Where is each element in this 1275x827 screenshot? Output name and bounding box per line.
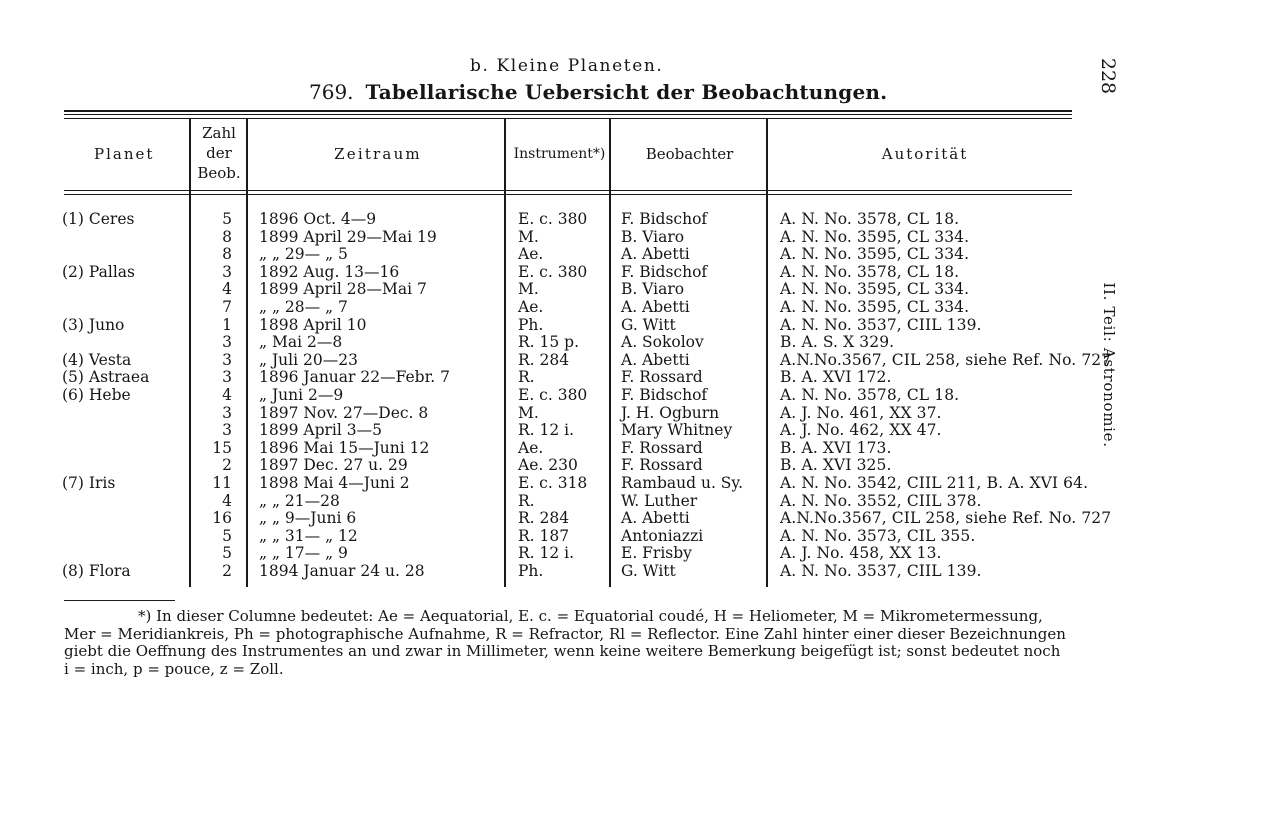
cell-zahl: 8 — [222, 227, 232, 246]
cell-instrument: M. — [518, 403, 539, 422]
header-autoritaet: Autorität — [881, 145, 969, 163]
cell-zahl: 15 — [212, 438, 232, 457]
cell-beobachter: G. Witt — [621, 315, 676, 334]
table-row — [0, 440, 1090, 458]
footnote-line: *) In dieser Columne bedeutet: Ae = Aequatorial, E. c. = Equatorial coudé, H = Heliometer, M = Mikrometermessung, — [138, 607, 1043, 625]
cell-zahl: 3 — [222, 350, 232, 369]
cell-zahl: 11 — [212, 473, 232, 492]
cell-beobachter: E. Frisby — [621, 544, 692, 563]
cell-instrument: R. 15 p. — [518, 333, 580, 352]
cell-zeitraum: 1899 April 29—Mai 19 — [259, 227, 437, 246]
cell-beobachter: A. Abetti — [621, 245, 690, 264]
cell-instrument: E. c. 318 — [518, 473, 588, 492]
cell-instrument: Ph. — [518, 315, 544, 334]
table-row — [0, 493, 1090, 511]
cell-instrument: R. — [518, 491, 535, 510]
page-title — [309, 80, 888, 104]
cell-instrument: Ae. — [518, 297, 544, 316]
cell-zeitraum: 1896 Januar 22—Febr. 7 — [259, 368, 451, 387]
header-zahl — [194, 123, 244, 183]
cell-planet: (8) Flora — [62, 561, 131, 580]
header-zahl-line: Zahl — [202, 124, 236, 142]
cell-autoritaet: A. N. No. 3595, CL 334. — [780, 245, 970, 264]
cell-beobachter: F. Rossard — [621, 368, 703, 387]
cell-zeitraum: „ Mai 2—8 — [259, 333, 343, 352]
cell-beobachter: F. Bidschof — [621, 385, 708, 404]
cell-instrument: Ae. — [518, 245, 544, 264]
cell-instrument: R. 12 i. — [518, 421, 575, 440]
cell-autoritaet: B. A. XVI 172. — [780, 368, 892, 387]
header-bottom-rule-2 — [64, 194, 1072, 195]
cell-zahl: 8 — [222, 245, 232, 264]
cell-beobachter: G. Witt — [621, 561, 676, 580]
cell-zeitraum: 1896 Oct. 4—9 — [259, 210, 377, 228]
table-row — [0, 211, 1090, 229]
cell-autoritaet: A. N. No. 3578, CL 18. — [780, 262, 960, 281]
cell-beobachter: Mary Whitney — [621, 421, 733, 440]
top-double-rule-3 — [64, 118, 1072, 119]
cell-instrument: Ae. 230 — [518, 456, 578, 475]
cell-zahl: 3 — [222, 421, 232, 440]
cell-autoritaet: A. N. No. 3537, CIIL 139. — [780, 561, 982, 580]
cell-zeitraum: 1897 Nov. 27—Dec. 8 — [259, 403, 429, 422]
table-row — [0, 264, 1090, 282]
top-double-rule-1 — [64, 110, 1072, 112]
table-row — [0, 229, 1090, 247]
cell-autoritaet: A. N. No. 3595, CL 334. — [780, 280, 970, 299]
cell-planet: (1) Ceres — [62, 210, 135, 228]
cell-zeitraum: „ „ 29— „ 5 — [259, 245, 348, 264]
cell-zeitraum: 1894 Januar 24 u. 28 — [259, 561, 425, 580]
cell-autoritaet: A.N.No.3567, CIL 258, siehe Ref. No. 727 — [780, 350, 1112, 369]
cell-autoritaet: A. J. No. 462, XX 47. — [780, 421, 942, 440]
cell-autoritaet: A. N. No. 3595, CL 334. — [780, 227, 970, 246]
table-row — [0, 545, 1090, 563]
cell-instrument: E. c. 380 — [518, 385, 588, 404]
cell-autoritaet: A. N. No. 3578, CL 18. — [780, 210, 960, 228]
header-planet: Planet — [94, 145, 155, 163]
table-row — [0, 387, 1090, 405]
cell-zeitraum: 1898 Mai 4—Juni 2 — [259, 473, 410, 492]
cell-zahl: 4 — [222, 491, 232, 510]
table-row — [0, 422, 1090, 440]
cell-instrument: Ae. — [518, 438, 544, 457]
cell-autoritaet: A.N.No.3567, CIL 258, siehe Ref. No. 727 — [780, 509, 1112, 528]
cell-zeitraum: „ Juli 20—23 — [259, 350, 358, 369]
cell-zahl: 7 — [222, 297, 232, 316]
header-zeitraum: Zeitraum — [334, 145, 422, 163]
cell-planet: (6) Hebe — [62, 385, 131, 404]
cell-autoritaet: A. N. No. 3595, CL 334. — [780, 297, 970, 316]
cell-autoritaet: B. A. S. X 329. — [780, 333, 895, 352]
side-caption: II. Teil: Astronomie. — [1100, 282, 1118, 448]
cell-zeitraum: 1899 April 3—5 — [259, 421, 382, 440]
cell-instrument: M. — [518, 227, 539, 246]
table-row — [0, 299, 1090, 317]
cell-zeitraum: „ Juni 2—9 — [259, 385, 344, 404]
title-text: Tabellarische Uebersicht der Beobachtungen. — [365, 80, 888, 104]
cell-beobachter: F. Rossard — [621, 456, 703, 475]
table-row — [0, 281, 1090, 299]
cell-planet: (3) Juno — [62, 315, 125, 334]
table-row — [0, 457, 1090, 475]
cell-planet: (5) Astraea — [62, 368, 150, 387]
cell-zahl: 4 — [222, 385, 232, 404]
cell-beobachter: B. Viaro — [621, 280, 685, 299]
cell-beobachter: A. Abetti — [621, 509, 690, 528]
cell-instrument: E. c. 380 — [518, 262, 588, 281]
table-row — [0, 405, 1090, 423]
cell-zahl: 5 — [222, 526, 232, 545]
cell-beobachter: F. Bidschof — [621, 262, 708, 281]
cell-autoritaet: A. N. No. 3542, CIIL 211, B. A. XVI 64. — [780, 473, 1089, 492]
cell-beobachter: W. Luther — [621, 491, 698, 510]
cell-instrument: R. — [518, 368, 535, 387]
cell-zahl: 5 — [222, 210, 232, 228]
cell-zahl: 2 — [222, 456, 232, 475]
cell-beobachter: Rambaud u. Sy. — [621, 473, 744, 492]
footnote-rule — [64, 600, 175, 601]
cell-beobachter: F. Rossard — [621, 438, 703, 457]
cell-zahl: 3 — [222, 333, 232, 352]
header-beobachter: Beobachter — [645, 145, 734, 163]
header-zahl-line: der — [206, 144, 232, 162]
cell-zeitraum: „ „ 9—Juni 6 — [259, 509, 357, 528]
cell-zahl: 3 — [222, 368, 232, 387]
cell-zeitraum: 1897 Dec. 27 u. 29 — [259, 456, 408, 475]
cell-instrument: R. 12 i. — [518, 544, 575, 563]
table-row — [0, 475, 1090, 493]
cell-beobachter: A. Abetti — [621, 297, 690, 316]
cell-zahl: 1 — [222, 315, 232, 334]
cell-zeitraum: „ „ 31— „ 12 — [259, 526, 358, 545]
cell-zeitraum: „ „ 21—28 — [259, 491, 340, 510]
footnote-line: i = inch, p = pouce, z = Zoll. — [64, 659, 284, 678]
cell-zahl: 4 — [222, 280, 232, 299]
table-row — [0, 246, 1090, 264]
cell-beobachter: J. H. Ogburn — [621, 403, 720, 422]
cell-zeitraum: 1898 April 10 — [259, 315, 367, 334]
cell-zeitraum: „ „ 28— „ 7 — [259, 297, 348, 316]
cell-beobachter: A. Sokolov — [621, 333, 704, 352]
header-bottom-rule-1 — [64, 190, 1072, 191]
cell-planet: (2) Pallas — [62, 262, 135, 281]
cell-autoritaet: A. N. No. 3573, CIL 355. — [780, 526, 976, 545]
cell-instrument: M. — [518, 280, 539, 299]
top-double-rule-2 — [64, 114, 1072, 115]
cell-planet: (4) Vesta — [62, 350, 132, 369]
cell-autoritaet: A. J. No. 461, XX 37. — [780, 403, 942, 422]
page-number: 228 — [1097, 57, 1119, 95]
paragraph-number: 769. — [309, 80, 354, 104]
cell-instrument: R. 187 — [518, 526, 570, 545]
cell-zahl: 3 — [222, 262, 232, 281]
cell-autoritaet: A. N. No. 3537, CIIL 139. — [780, 315, 982, 334]
cell-autoritaet: B. A. XVI 173. — [780, 438, 892, 457]
table-row — [0, 350, 1112, 370]
cell-planet: (7) Iris — [62, 473, 116, 492]
table-row — [0, 317, 1090, 335]
cell-autoritaet: A. N. No. 3552, CIIL 378. — [780, 491, 982, 510]
cell-instrument: R. 284 — [518, 509, 570, 528]
table-row — [0, 334, 1090, 352]
cell-autoritaet: B. A. XVI 325. — [780, 456, 892, 475]
cell-beobachter: F. Bidschof — [621, 210, 708, 228]
cell-zeitraum: 1896 Mai 15—Juni 12 — [259, 438, 430, 457]
footnote-line: Mer = Meridiankreis, Ph = photographische Aufnahme, R = Refractor, Rl = Reflector. Eine Zahl hinter einer dieser Bezeichnungen — [64, 624, 1066, 643]
table-row — [0, 528, 1090, 546]
cell-zeitraum: „ „ 17— „ 9 — [259, 544, 348, 563]
cell-instrument: E. c. 380 — [518, 210, 588, 228]
cell-beobachter: Antoniazzi — [621, 526, 704, 545]
cell-zahl: 2 — [222, 561, 232, 580]
section-heading: b. Kleine Planeten. — [470, 56, 664, 76]
cell-beobachter: B. Viaro — [621, 227, 685, 246]
table-row — [0, 509, 1112, 528]
cell-instrument: R. 284 — [518, 350, 570, 369]
cell-zahl: 5 — [222, 544, 232, 563]
cell-zeitraum: 1899 April 28—Mai 7 — [259, 280, 427, 299]
cell-autoritaet: A. J. No. 458, XX 13. — [780, 544, 942, 563]
footnote-line: giebt die Oeffnung des Instrumentes an und zwar in Millimeter, wenn keine weitere Bemerkung beigefügt ist; sonst bedeutet noch — [64, 642, 1061, 661]
table-row — [0, 369, 1090, 387]
cell-autoritaet: A. N. No. 3578, CL 18. — [780, 385, 960, 404]
header-zahl-line: Beob. — [197, 164, 241, 182]
footnote — [64, 608, 1084, 678]
header-instrument: Instrument*) — [513, 146, 606, 162]
table-row — [0, 563, 1090, 581]
cell-zeitraum: 1892 Aug. 13—16 — [259, 262, 400, 281]
cell-beobachter: A. Abetti — [621, 350, 690, 369]
cell-instrument: Ph. — [518, 561, 544, 580]
cell-zahl: 3 — [222, 403, 232, 422]
cell-zahl: 16 — [212, 509, 232, 528]
